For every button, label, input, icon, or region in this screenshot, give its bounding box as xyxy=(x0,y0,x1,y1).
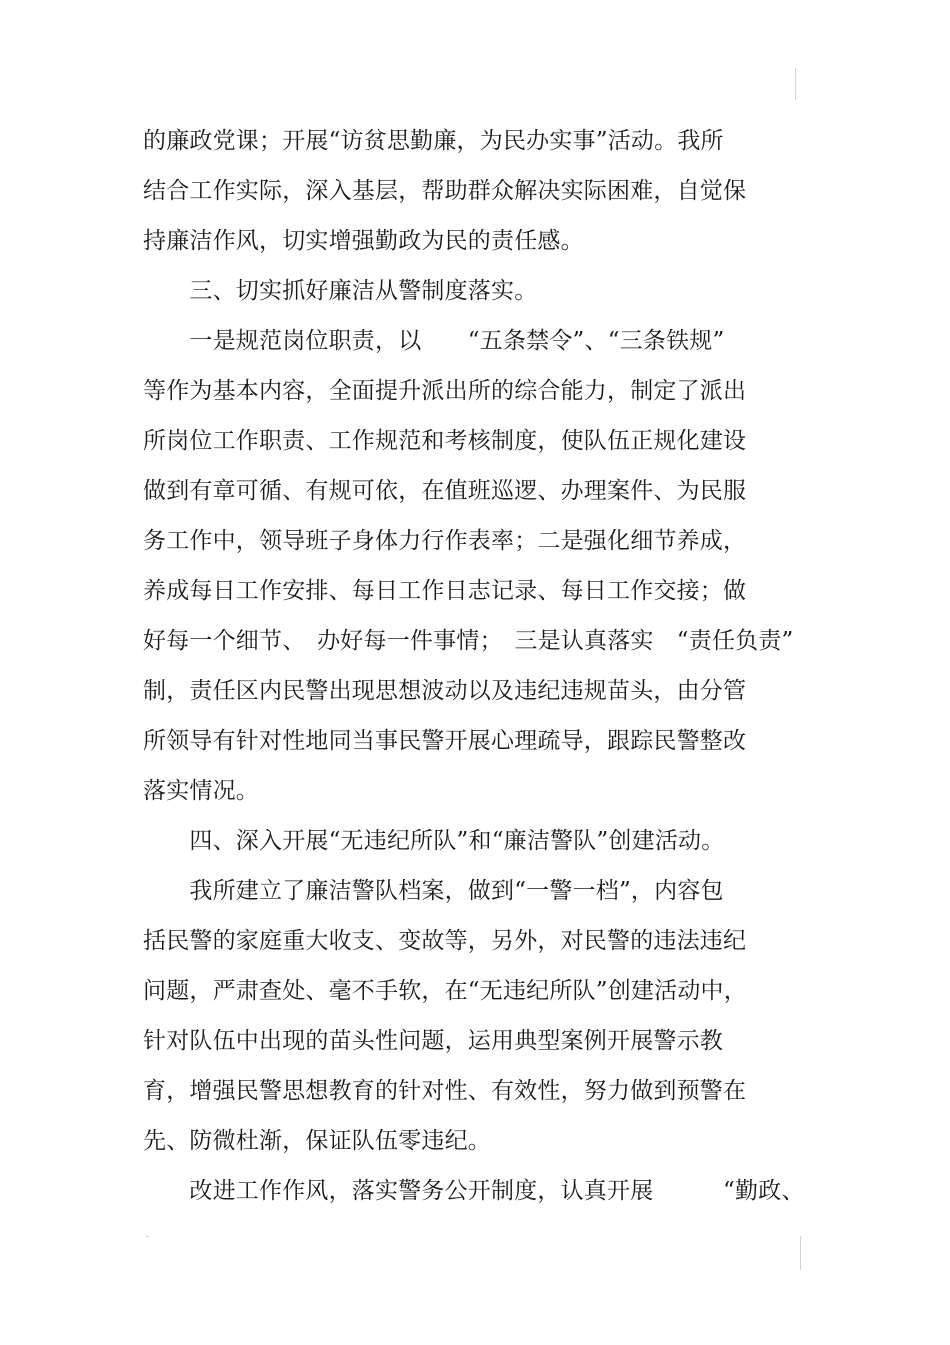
text-line: 的廉政党课；开展“访贫思勤廉，为民办实事”活动。我所 xyxy=(143,128,724,154)
text-line: 制，责任区内民警出现思想波动以及违纪违规苗头，由分管 xyxy=(143,678,747,704)
text-line: 所岗位工作职责、工作规范和考核制度，使队伍正规化建设 xyxy=(143,428,747,454)
section-heading: 四、深入开展“无违纪所队”和“廉洁警队”创建活动。 xyxy=(143,828,725,854)
section-heading: 三、切实抓好廉洁从警制度落实。 xyxy=(143,278,538,304)
text-line: 育，增强民警思想教育的针对性、有效性，努力做到预警在 xyxy=(143,1078,747,1104)
text-line: 针对队伍中出现的苗头性问题，运用典型案例开展警示教 xyxy=(143,1028,723,1054)
page-corner-mark-bottom xyxy=(800,1236,801,1270)
text-line: 括民警的家庭重大收支、变故等，另外，对民警的违法违纪 xyxy=(143,928,747,954)
text-line: 先、防微杜渐，保证队伍零违纪。 xyxy=(143,1128,491,1154)
text-line: 好每一个细节、 办好每一件事情； 三是认真落实 “责任负责” xyxy=(143,628,794,654)
text-line: 持廉洁作风，切实增强勤政为民的责任感。 xyxy=(143,228,584,254)
text-line: 一是规范岗位职责，以 “五条禁令”、“三条铁规” xyxy=(143,328,725,354)
text-line: 等作为基本内容，全面提升派出所的综合能力，制定了派出 xyxy=(143,378,747,404)
text-line: 所领导有针对性地同当事民警开展心理疏导，跟踪民警整改 xyxy=(143,728,747,754)
text-line: 做到有章可循、有规可依，在值班巡逻、办理案件、为民服 xyxy=(143,478,747,504)
page-corner-dot xyxy=(146,1236,149,1237)
text-line: 养成每日工作安排、每日工作日志记录、每日工作交接；做 xyxy=(143,578,747,604)
text-line: 落实情况。 xyxy=(143,778,259,804)
text-line: 结合工作实际，深入基层，帮助群众解决实际困难，自觉保 xyxy=(143,178,747,204)
page-corner-mark-top xyxy=(795,68,796,100)
text-line: 问题，严肃查处、毫不手软，在“无违纪所队”创建活动中， xyxy=(143,978,747,1004)
text-line: 务工作中，领导班子身体力行作表率；二是强化细节养成， xyxy=(143,528,747,554)
text-line: 改进工作作风，落实警务公开制度，认真开展 “勤政、 xyxy=(143,1178,805,1204)
text-line: 我所建立了廉洁警队档案，做到“一警一档”，内容包 xyxy=(143,878,724,904)
